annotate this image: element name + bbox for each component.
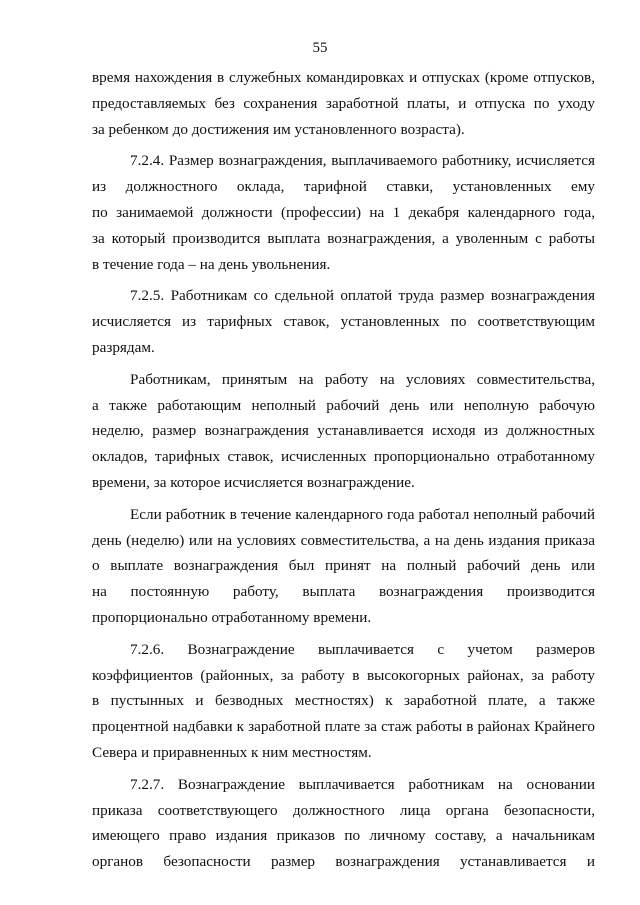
text-line: неделю, размер вознаграждения устанавливается исходя из должностных — [92, 422, 595, 440]
text-line: имеющего право издания приказов по личному составу, а начальникам — [92, 827, 595, 845]
text-line: 7.2.7. Вознаграждение выплачивается работникам на основании — [130, 775, 595, 793]
paragraph-7-2-4 — [92, 148, 595, 277]
text-line: разрядам. — [92, 338, 155, 356]
text-line: Если работник в течение календарного года работал неполный рабочий — [130, 505, 595, 523]
text-line: 7.2.4. Размер вознаграждения, выплачиваемого работнику, исчисляется — [130, 152, 595, 170]
paragraph-part-time — [92, 367, 595, 496]
text-line: о выплате вознаграждения был принят на полный рабочий день или — [92, 557, 595, 575]
text-line: приказа соответствующего должностного лица органа безопасности, — [92, 801, 595, 819]
page-number: 55 — [312, 40, 328, 56]
text-line: органов безопасности размер вознаграждения устанавливается и — [92, 853, 595, 871]
text-line: коэффициентов (районных, за работу в высокогорных районах, за работу — [92, 666, 595, 684]
text-line: день (неделю) или на условиях совместительства, а на день издания приказа — [92, 531, 595, 549]
text-line: за ребенком до достижения им установленного возраста). — [92, 120, 465, 138]
paragraph-continuation — [92, 65, 595, 142]
text-line: окладов, тарифных ставок, исчисленных пропорционально отработанному — [92, 448, 595, 466]
text-line: 7.2.6. Вознаграждение выплачивается с учетом размеров — [130, 640, 595, 658]
text-line: из должностного оклада, тарифной ставки, установленных ему — [92, 178, 595, 196]
text-line: за который производится выплата вознаграждения, а уволенным с работы — [92, 229, 595, 247]
text-line: времени, за которое исчисляется вознаграждение. — [92, 473, 415, 491]
paragraph-full-time-transfer — [92, 502, 595, 631]
text-line: пропорционально отработанному времени. — [92, 608, 372, 626]
text-line: по занимаемой должности (профессии) на 1 декабря календарного года, — [92, 203, 595, 221]
text-line: исчисляется из тарифных ставок, установленных по соответствующим — [92, 313, 595, 331]
text-line: Севера и приравненных к ним местностям. — [92, 743, 372, 761]
text-line: предоставляемых без сохранения заработной платы, и отпуска по уходу — [92, 94, 595, 112]
paragraph-7-2-5 — [92, 283, 595, 360]
text-line: 7.2.5. Работникам со сдельной оплатой труда размер вознаграждения — [130, 287, 595, 305]
text-line: в течение года – на день увольнения. — [92, 255, 331, 273]
paragraph-7-2-7 — [92, 772, 595, 875]
text-line: в пустынных и безводных местностях) к заработной плате, а также — [92, 692, 595, 710]
text-line: Работникам, принятым на работу на условиях совместительства, — [130, 370, 595, 388]
paragraph-7-2-6 — [92, 637, 595, 766]
text-line: на постоянную работу, выплата вознаграждения производится — [92, 583, 595, 601]
text-line: а также работающим неполный рабочий день или неполную рабочую — [92, 396, 595, 414]
text-line: время нахождения в служебных командировках и отпусках (кроме отпусков, — [92, 69, 595, 86]
text-line: процентной надбавки к заработной плате за стаж работы в районах Крайнего — [92, 718, 595, 736]
document-body — [92, 65, 595, 881]
